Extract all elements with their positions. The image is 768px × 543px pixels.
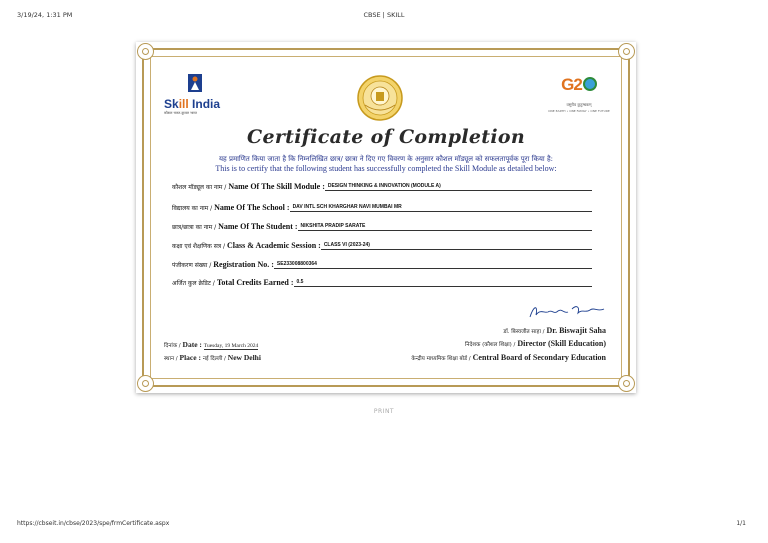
signatory-designation: निदेशक (कौशल शिक्षा) / Director (Skill Education) — [465, 339, 606, 348]
page-title: CBSE | SKILL — [363, 11, 405, 19]
corner-ornament-icon — [618, 375, 635, 392]
field-student: छात्र/छात्रा का नाम / Name Of The Student : NIKSHITA PRADIP SARATE — [172, 222, 592, 231]
page-number: 1/1 — [736, 520, 746, 527]
g20-motto: वसुधैव कुटुम्बकम् — [566, 102, 592, 107]
page-url: https://cbseit.in/cbse/2023/spe/frmCertificate.aspx — [17, 520, 170, 527]
certificate-intro-english: This is to certify that the following student has successfully completed the Skill Module as detailed below: — [215, 164, 557, 173]
issue-place: स्थान / Place : नई दिल्ली / New Delhi — [164, 353, 261, 362]
skill-india-tagline: कौशल भारत-कुशल भारत — [164, 111, 197, 115]
issuing-board: केन्द्रीय माध्यमिक शिक्षा बोर्ड / Central Board of Secondary Education — [411, 353, 606, 362]
field-credits: अर्जित कुल क्रेडिट / Total Credits Earned : 0.5 — [172, 278, 592, 287]
corner-ornament-icon — [137, 43, 154, 60]
g20-motto-english: ONE EARTH • ONE FAMILY • ONE FUTURE — [548, 109, 610, 113]
field-value: DAV INTL SCH KHARGHAR NAVI MUMBAI MR — [290, 204, 592, 212]
certificate-title: Certificate of Completion — [247, 126, 525, 148]
issue-date: दिनांक / Date : Tuesday, 19 March 2024 — [164, 340, 259, 349]
g20-wordmark: G2 — [561, 75, 582, 94]
corner-ornament-icon — [137, 375, 154, 392]
certificate — [136, 42, 636, 393]
g20-logo — [548, 75, 610, 113]
cbse-emblem-icon — [357, 75, 403, 121]
field-value: SE233008800364 — [274, 261, 592, 269]
field-skill-module: कौशल मॉड्यूल का नाम / Name Of The Skill Module : DESIGN THINKING & INNOVATION (MODULE A) — [172, 182, 592, 191]
globe-icon — [583, 77, 597, 91]
certificate-intro-hindi: यह प्रमाणित किया जाता है कि निम्नलिखित छात्र/ छात्रा ने दिए गए विवरण के अनुसार कौशल मॉड्यूल को सफलतापूर्वक पूरा किया है: — [218, 155, 554, 163]
field-value: NIKSHITA PRADIP SARATE — [298, 223, 592, 231]
field-class-session: कक्षा एवं शैक्षणिक सत्र / Class & Academic Session : CLASS VI (2023-24) — [172, 241, 592, 250]
print-button[interactable]: PRINT — [373, 408, 395, 415]
field-value: CLASS VI (2023-24) — [321, 242, 592, 250]
skill-india-wordmark: Skill India — [164, 97, 221, 111]
skill-india-logo — [164, 74, 234, 116]
field-registration: पंजीकरण संख्या / Registration No. : SE233008800364 — [172, 260, 592, 269]
field-school: विद्यालय का नाम / Name Of The School : DAV INTL SCH KHARGHAR NAVI MUMBAI MR — [172, 203, 592, 212]
print-timestamp: 3/19/24, 1:31 PM — [17, 11, 73, 19]
director-signature — [528, 303, 608, 321]
field-value: 0.5 — [294, 279, 593, 287]
signatory-name: डॉ. बिस्वजीत साहा / Dr. Biswajit Saha — [503, 326, 606, 335]
corner-ornament-icon — [618, 43, 635, 60]
skill-india-figure-icon — [188, 74, 202, 92]
field-value: DESIGN THINKING & INNOVATION (MODULE A) — [325, 183, 592, 191]
